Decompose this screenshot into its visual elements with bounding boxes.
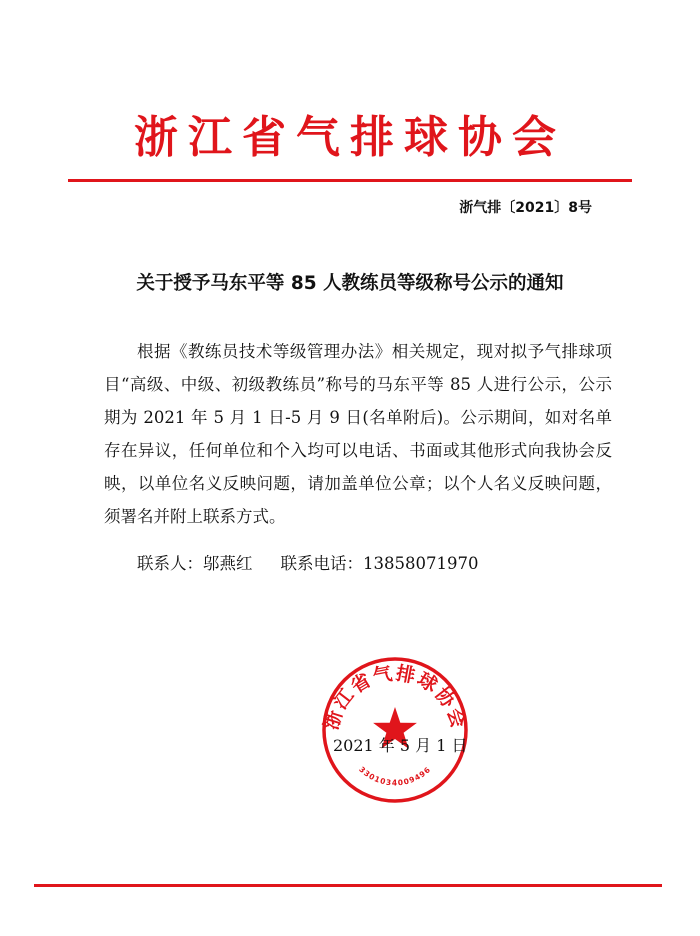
contact-person: 联系人：邬燕红 [137, 554, 253, 573]
contact-phone: 联系电话：13858071970 [280, 554, 479, 573]
document-date: 2021 年 5 月 1 日 [333, 736, 468, 755]
contact-line [137, 550, 478, 578]
header-red-rule [68, 179, 632, 182]
seal-code-textpath: 3301034009496 [357, 764, 433, 788]
organization-header-title: 浙江省气排球协会 [134, 112, 566, 163]
body-paragraph: 根据《教练员技术等级管理办法》相关规定，现对拟予气排球项目“高级、中级、初级教练员”称号的马东平等 85 人进行公示，公示期为 2021 年 5 月 1 日-5 月 9 日(名单附后)。公示期间，如对名单存在异议，任何单位和个入均可以电话、书面或其他形式向我协会反映，以单位名义反映问题，请加盖单位公章；以个人名义反映问题，须署名并附上联系方式。 [104, 342, 612, 526]
document-body [104, 335, 612, 533]
seal-code-text [357, 765, 432, 788]
seal-arc-textpath: 浙江省气排球协会 [320, 662, 470, 733]
document-number: 浙气排〔2021〕8号 [459, 200, 592, 216]
footer-red-rule [34, 884, 662, 887]
official-seal [320, 655, 470, 805]
document-title: 关于授予马东平等 85 人教练员等级称号公示的通知 [136, 273, 564, 294]
